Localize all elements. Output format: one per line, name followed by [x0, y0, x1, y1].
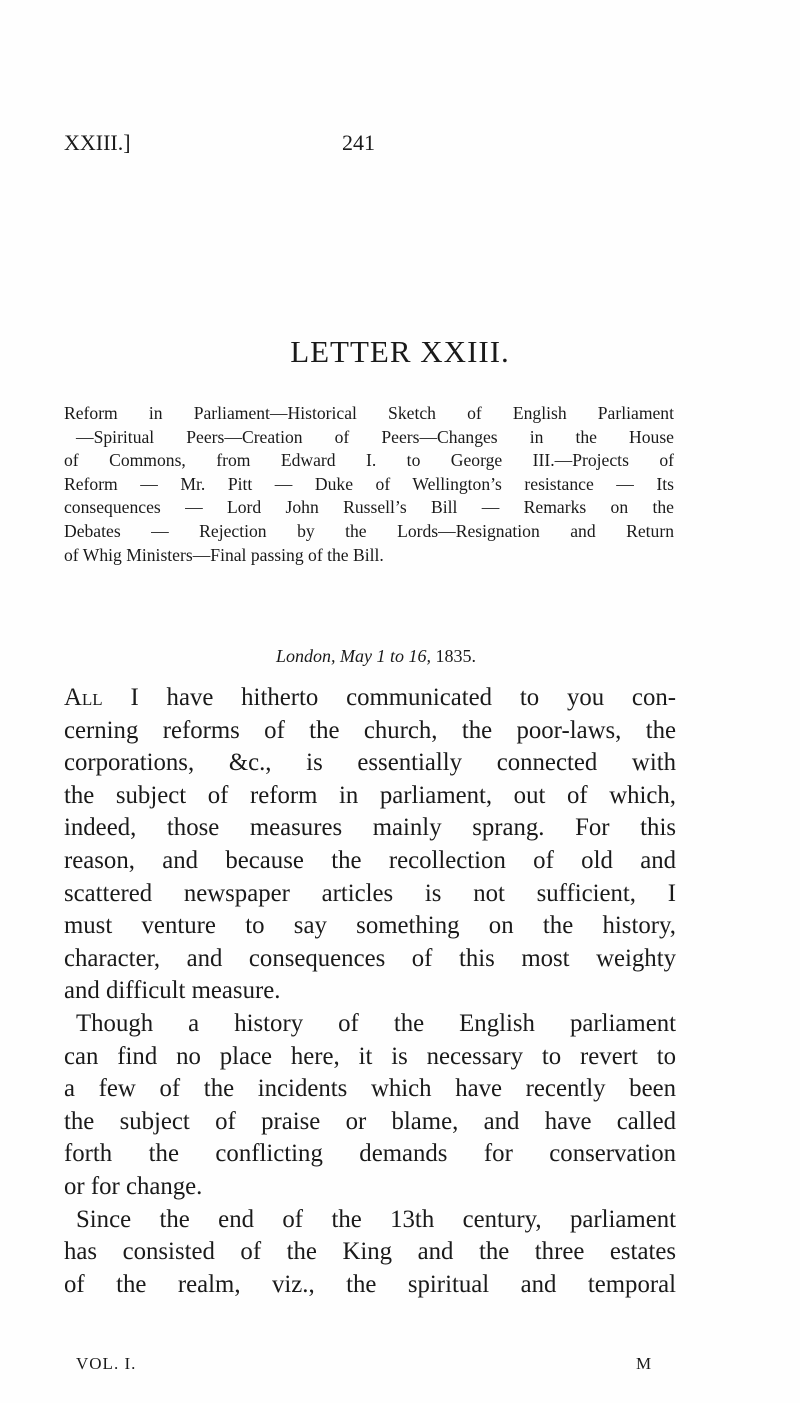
signature-mark: M — [636, 1354, 653, 1373]
body-line: indeed, those measures mainly sprang. For this — [64, 814, 676, 842]
body-line: cerning reforms of the church, the poor-laws, the — [64, 716, 676, 744]
page-number: 241 — [342, 130, 375, 155]
body-line: and difficult measure. — [64, 977, 281, 1005]
body-line: scattered newspaper articles is not sufficient, I — [64, 879, 676, 907]
summary-line: Debates — Rejection by the Lords—Resignation and Return — [64, 520, 674, 541]
body-line: the subject of praise or blame, and have called — [64, 1107, 676, 1135]
summary-line: of Whig Ministers—Final passing of the Bill. — [64, 544, 384, 565]
summary-line: —Spiritual Peers—Creation of Peers—Changes in the House — [76, 426, 674, 447]
running-head-section: XXIII.] — [64, 130, 131, 155]
body-line: must venture to say something on the history, — [64, 912, 676, 940]
summary-line: consequences — Lord John Russell’s Bill — Remarks on the — [64, 497, 674, 518]
body-line: Since the end of the 13th century, parliament — [76, 1205, 676, 1233]
chapter-summary — [64, 402, 674, 567]
dateline — [276, 646, 476, 667]
body-line: the subject of reform in parliament, out of which, — [64, 781, 676, 809]
letter-title: LETTER XXIII. — [290, 334, 510, 369]
body-line: can find no place here, it is necessary to revert to — [64, 1042, 676, 1070]
body-line: reason, and because the recollection of old and — [64, 846, 676, 874]
body-line: of the realm, viz., the spiritual and temporal — [64, 1270, 676, 1298]
body-line-text: I have hitherto communicated to you con- — [102, 684, 676, 711]
body-line: or for change. — [64, 1172, 203, 1200]
body-line: has consisted of the King and the three estates — [64, 1238, 676, 1266]
volume-mark: VOL. I. — [76, 1354, 137, 1373]
dateline-place-date: London, May 1 to 16, — [276, 646, 431, 666]
body-line: corporations, &c., is essentially connected with — [64, 749, 676, 777]
body-line — [64, 682, 676, 715]
dateline-year: 1835. — [431, 646, 476, 666]
body-line: forth the conflicting demands for conservation — [64, 1140, 676, 1168]
summary-line: of Commons, from Edward I. to George III.—Projects of — [64, 450, 674, 471]
body-text — [64, 682, 676, 1301]
body-line: character, and consequences of this most weighty — [64, 944, 676, 972]
summary-line: Reform — Mr. Pitt — Duke of Wellington’s resistance — Its — [64, 473, 674, 494]
body-line: a few of the incidents which have recently been — [64, 1075, 676, 1103]
summary-line: Reform in Parliament—Historical Sketch of English Parliament — [64, 403, 674, 423]
opening-word: All — [64, 684, 103, 711]
body-line: Though a history of the English parliament — [76, 1009, 676, 1037]
